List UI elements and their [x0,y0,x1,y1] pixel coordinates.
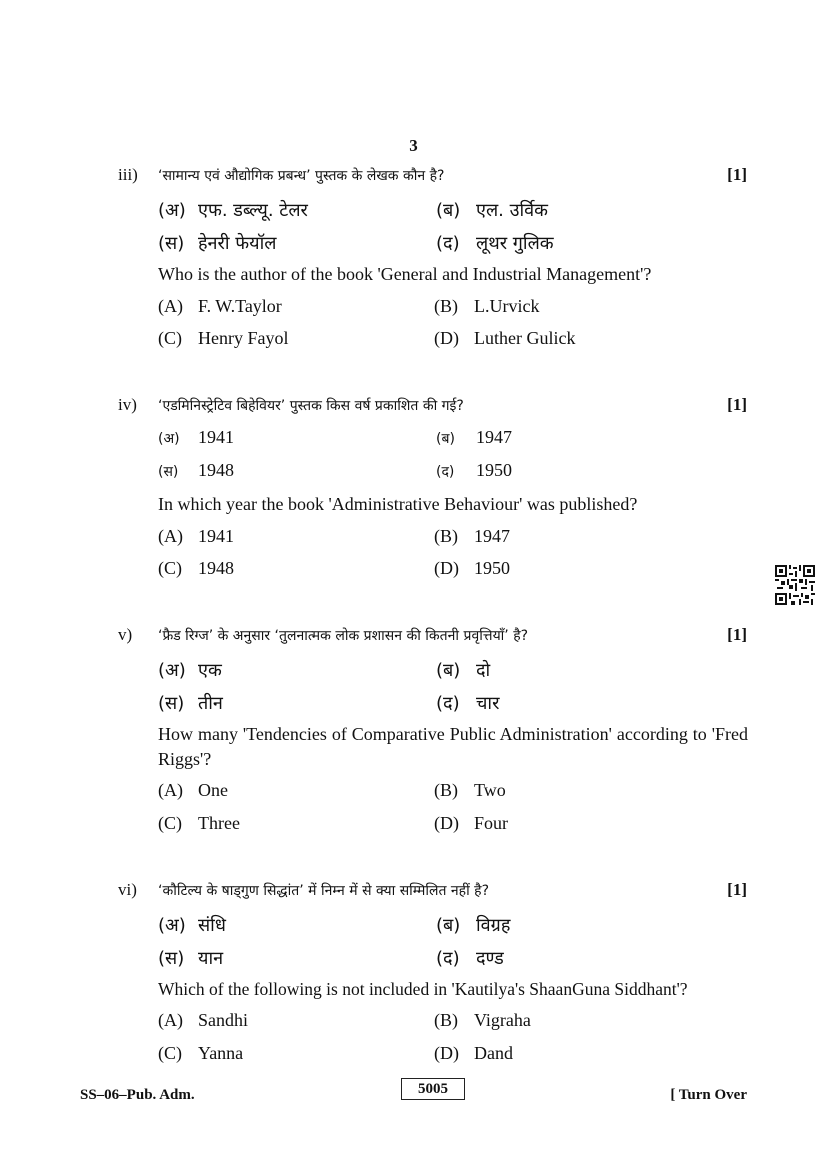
english-question: How many 'Tendencies of Comparative Public Administration' according to 'Fred Riggs'? [158,724,748,769]
hindi-option: (ब) विग्रह [436,915,511,936]
marks: [1] [727,395,747,414]
hindi-option: (ब) 1947 [436,427,512,447]
page-number: 3 [409,136,418,155]
english-option: (B) L.Urvick [434,296,540,316]
english-question: Which of the following is not included in 'Kautilya's ShaanGuna Siddhant'? [158,979,688,999]
hindi-question: ‘फ्रैड रिग्ज’ के अनुसार ‘तुलनात्मक लोक प्रशासन की कितनी प्रवृत्तियाँ’ है? [158,628,529,644]
english-option: (D) Dand [434,1043,513,1063]
english-option: (C) 1948 [158,558,234,578]
hindi-question: ‘एडमिनिस्ट्रेटिव बिहेवियर’ पुस्तक किस वर्ष प्रकाशित की गई? [158,398,464,414]
hindi-option: (स) यान [158,948,224,969]
hindi-option: (ब) एल. उर्विक [436,200,548,221]
hindi-option: (अ) एक [158,660,222,681]
english-option: (A) F. W.Taylor [158,296,282,316]
hindi-option: (स) हेनरी फेयॉल [158,233,277,254]
marks: [1] [727,165,747,184]
hindi-option: (अ) 1941 [158,427,234,447]
question-number: v) [118,625,133,644]
hindi-option: (स) 1948 [158,460,234,480]
hindi-option: (स) तीन [158,693,223,714]
marks: [1] [727,625,747,644]
hindi-option: (द) चार [436,693,500,714]
hindi-option: (द) 1950 [436,460,512,480]
hindi-option: (अ) एफ. डब्ल्यू. टेलर [158,200,308,221]
english-option: (C) Yanna [158,1043,244,1063]
english-option: (A) 1941 [158,526,234,546]
english-option: (B) Vigraha [434,1010,531,1030]
english-option: (C) Henry Fayol [158,328,289,348]
question-number: iv) [118,395,137,414]
question-number: iii) [118,165,138,184]
english-option: (B) Two [434,780,506,800]
english-option: (D) Luther Gulick [434,328,576,348]
english-question: In which year the book 'Administrative Behaviour' was published? [158,494,638,514]
english-option: (D) Four [434,813,509,833]
hindi-question: ‘कौटिल्य के षाड्गुण सिद्धांत’ में निम्न में से क्या सम्मिलित नहीं है? [158,883,490,899]
paper-code: SS–06–Pub. Adm. [80,1087,195,1103]
question-number: vi) [118,880,137,899]
english-option: (A) Sandhi [158,1010,249,1030]
hindi-option: (अ) संधि [158,915,226,936]
english-option: (B) 1947 [434,526,510,546]
english-option: (C) Three [158,813,240,833]
hindi-option: (द) लूथर गुलिक [436,233,554,254]
hindi-option: (द) दण्ड [436,948,504,969]
marks: [1] [727,880,747,899]
hindi-option: (ब) दो [436,660,491,681]
qr-code-icon [775,565,815,605]
turn-over-label: [ Turn Over [670,1087,747,1103]
english-option: (D) 1950 [434,558,510,578]
booklet-number-box: 5005 [401,1078,465,1100]
english-question: Who is the author of the book 'General and Industrial Management'? [158,264,652,284]
hindi-question: ‘सामान्य एवं औद्योगिक प्रबन्ध’ पुस्तक के लेखक कौन है? [158,168,445,184]
english-option: (A) One [158,780,228,800]
